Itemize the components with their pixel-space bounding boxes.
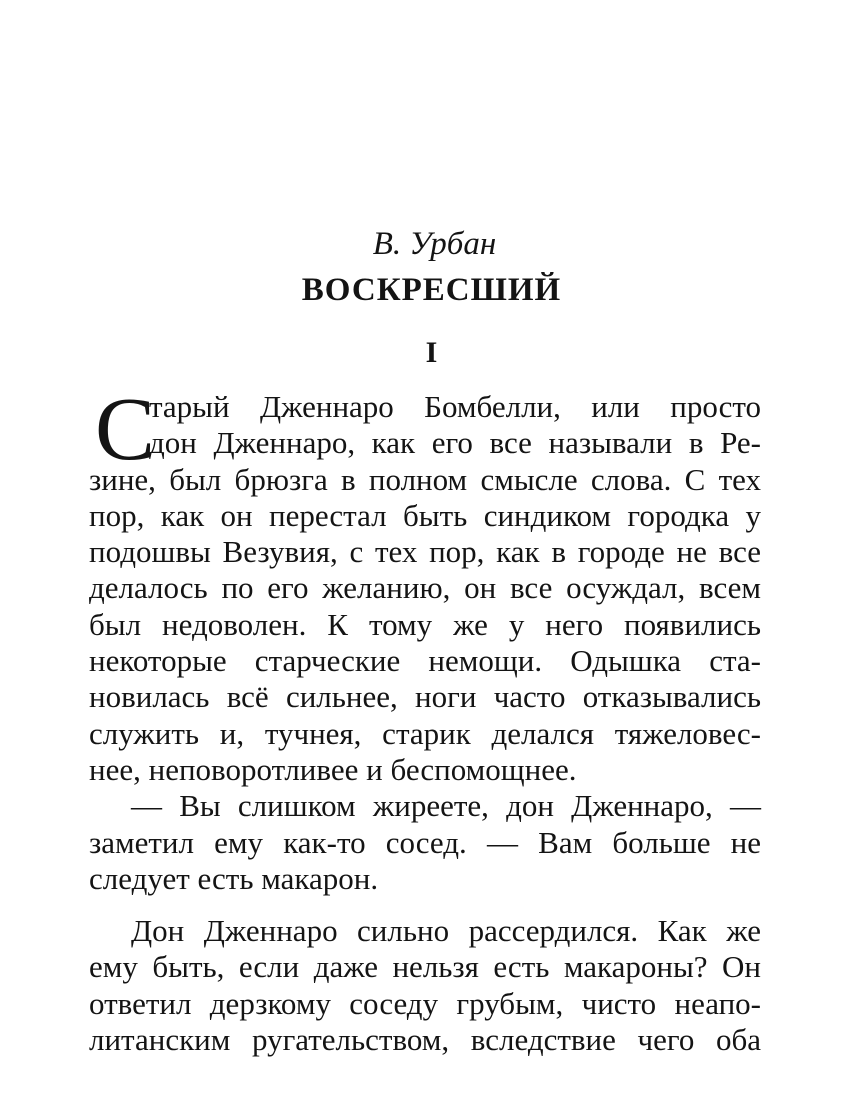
text-line: нее, неповоротливее и беспомощнее. [89, 751, 577, 787]
text-line: Дон Дженнаро сильно рассердился. Как же [131, 913, 761, 949]
drop-cap: С [95, 380, 156, 479]
text-line: подошвы Везувия, с тех пор, как в городе не все [89, 534, 761, 570]
text-line: пор, как он перестал быть синдиком городка у [89, 497, 761, 533]
text-line: служить и, тучнея, старик делался тяжеловес- [89, 715, 761, 751]
text-line: литанским ругательством, вследствие чего оба [89, 1022, 761, 1058]
text-line: — Вы слишком жиреете, дон Дженнаро, — [131, 788, 761, 824]
text-line: заметил ему как-то сосед. — Вам больше не [89, 824, 761, 860]
text-line: ответил дерзкому соседу грубым, чисто неапо- [89, 985, 761, 1021]
text-line: был недоволен. К тому же у него появились [89, 606, 761, 642]
text-line: тарый Дженнаро Бомбелли, или просто [149, 389, 761, 424]
chapter-number: I [425, 336, 438, 369]
text-line: зине, был брюзга в полном смысле слова. С тех [89, 461, 761, 497]
text-line: некоторые старческие немощи. Одышка ста- [89, 643, 761, 679]
author-name: В. Урбан [372, 226, 497, 262]
text-line: ему быть, если даже нельзя есть макароны? Он [89, 949, 761, 985]
story-title: ВОСКРЕСШИЙ [301, 272, 562, 308]
text-line: дон Дженнаро, как его все называли в Ре- [149, 425, 761, 461]
story-text [89, 380, 761, 1058]
text-line: новилась всё сильнее, ноги часто отказывались [89, 679, 761, 715]
text-line: делалось по его желанию, он все осуждал, всем [89, 570, 761, 606]
text-line: следует есть макарон. [89, 860, 379, 896]
